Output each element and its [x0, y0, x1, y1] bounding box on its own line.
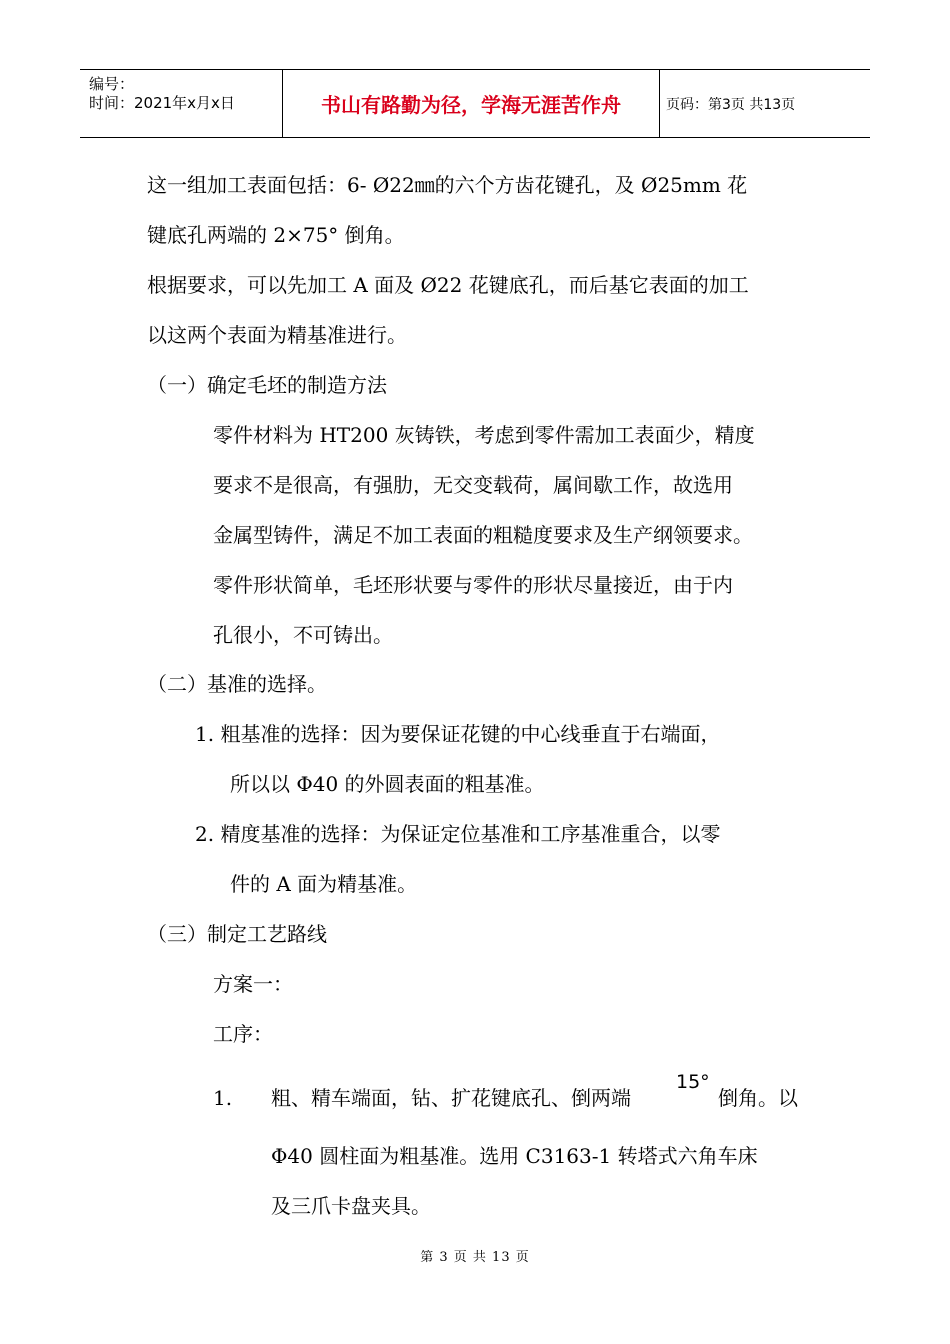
section-title: （二）基准的选择。 [147, 672, 327, 696]
list-item-line: 1. 粗基准的选择：因为要保证花键的中心线垂直于右端面， [195, 722, 721, 746]
paragraph-line: 要求不是很高，有强肋，无交变载荷，属间歇工作，故选用 [213, 473, 733, 497]
paragraph-line: 孔很小，不可铸出。 [213, 623, 393, 647]
paragraph-line: 键底孔两端的 2×75° 倒角。 [147, 223, 405, 247]
paragraph-line: 以这两个表面为精基准进行。 [147, 323, 407, 347]
step-line: 及三爪卡盘夹具。 [271, 1194, 431, 1218]
angle-label: 15° [676, 1071, 710, 1093]
list-item-line: 件的 A 面为精基准。 [230, 872, 418, 896]
section-title: （一）确定毛坯的制造方法 [147, 373, 387, 397]
paragraph-line: 这一组加工表面包括：6- Ø22㎜的六个方齿花键孔，及 Ø25mm 花 [147, 173, 748, 197]
header-table [80, 69, 870, 138]
step-number: 1. [213, 1086, 233, 1110]
list-item-line: 2. 精度基准的选择：为保证定位基准和工序基准重合，以零 [195, 822, 721, 846]
paragraph-line: 金属型铸件，满足不加工表面的粗糙度要求及生产纲领要求。 [213, 523, 753, 547]
plan-label: 方案一： [213, 972, 293, 996]
page-footer: 第 3 页 共 13 页 [420, 1250, 530, 1265]
time-label: 时间：2021年x月x日 [89, 94, 235, 112]
step-line: 倒角。以 [718, 1086, 798, 1110]
header-page-info: 页码：第3页 共13页 [666, 96, 796, 113]
section-title: （三）制定工艺路线 [147, 922, 327, 946]
list-item-line: 所以以 Φ40 的外圆表面的粗基准。 [230, 772, 545, 796]
header-meta-cell [80, 70, 283, 137]
code-label: 编号： [89, 75, 135, 93]
paragraph-line: 零件材料为 HT200 灰铸铁，考虑到零件需加工表面少，精度 [213, 423, 755, 447]
step-line: 粗、精车端面，钻、扩花键底孔、倒两端 [271, 1086, 631, 1110]
paragraph-line: 根据要求，可以先加工 A 面及 Ø22 花键底孔，而后基它表面的加工 [147, 273, 749, 297]
paragraph-line: 零件形状简单，毛坯形状要与零件的形状尽量接近，由于内 [213, 573, 733, 597]
process-label: 工序： [213, 1022, 273, 1046]
step-line: Φ40 圆柱面为粗基准。选用 C3163-1 转塔式六角车床 [271, 1144, 758, 1168]
header-motto: 书山有路勤为径，学海无涯苦作舟 [283, 70, 660, 137]
